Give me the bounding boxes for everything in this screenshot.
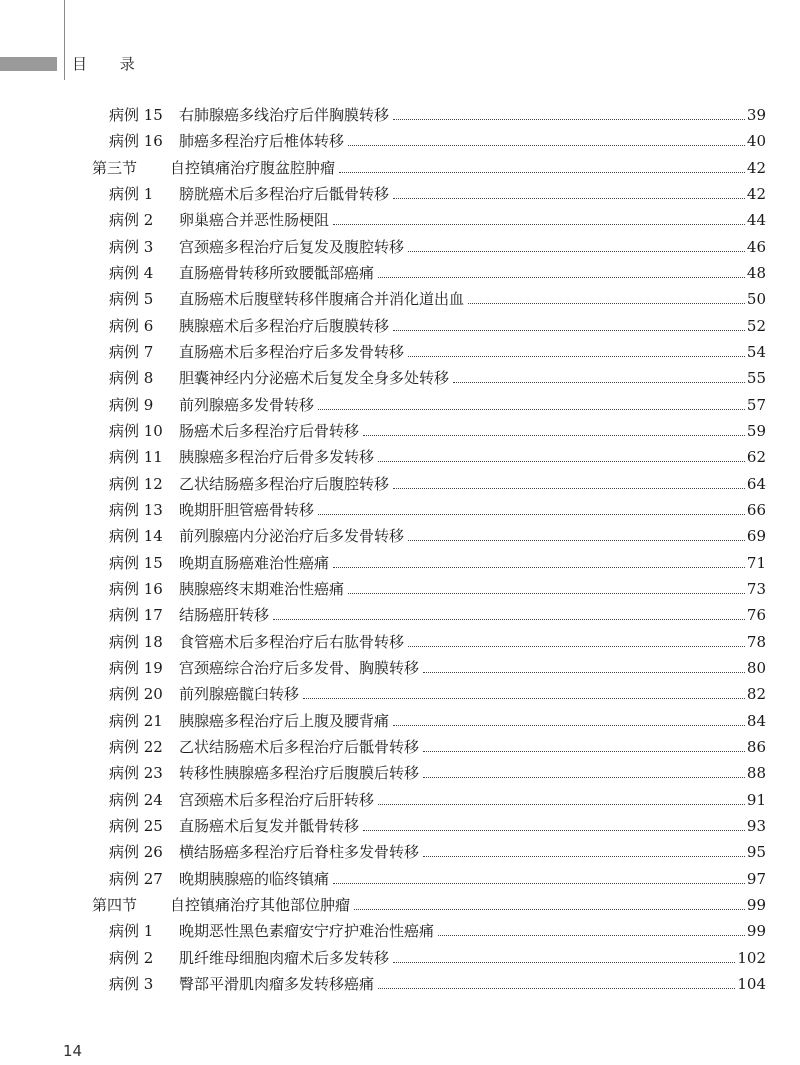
toc-entry-title: 晚期直肠癌难治性癌痛	[179, 553, 330, 572]
toc-entry-title: 肌纤维母细胞肉瘤术后多发转移	[179, 948, 390, 967]
toc-entry-page: 86	[746, 737, 766, 756]
toc-entry-title: 乙状结肠癌多程治疗后腹腔转移	[179, 474, 390, 493]
toc-dot-leader	[348, 145, 745, 146]
toc-dot-leader	[393, 488, 745, 489]
toc-dot-leader	[393, 725, 745, 726]
toc-entry-title: 前列腺癌内分泌治疗后多发骨转移	[179, 527, 405, 546]
toc-entry-page: 64	[746, 474, 766, 493]
toc-entry-title: 结肠癌肝转移	[179, 606, 270, 625]
toc-entry-page: 42	[746, 158, 766, 177]
toc-dot-leader	[378, 804, 745, 805]
toc-entry-number: 病例 16	[109, 132, 163, 151]
toc-entry-title: 肠癌术后多程治疗后骨转移	[179, 421, 360, 440]
toc-entry-page: 62	[746, 448, 766, 467]
toc-section-entry[interactable]	[92, 892, 766, 918]
toc-entry-page: 82	[746, 685, 766, 704]
toc-entry-number: 病例 5	[109, 290, 154, 309]
toc-entry-title: 晚期肝胆管癌骨转移	[179, 500, 315, 519]
toc-dot-leader	[318, 409, 745, 410]
toc-dot-leader	[333, 567, 745, 568]
toc-entry-title: 卵巢癌合并恶性肠梗阻	[179, 211, 330, 230]
toc-entry-page: 46	[746, 237, 766, 256]
toc-case-entry[interactable]	[92, 708, 766, 734]
toc-case-entry[interactable]	[92, 444, 766, 470]
header-vertical-rule	[64, 0, 65, 80]
toc-entry-number: 第四节	[92, 895, 138, 914]
toc-case-entry[interactable]	[92, 550, 766, 576]
toc-dot-leader	[393, 198, 745, 199]
toc-entry-title: 转移性胰腺癌多程治疗后腹膜后转移	[179, 764, 420, 783]
toc-entry-title: 直肠癌术后腹壁转移伴腹痛合并消化道出血	[179, 290, 465, 309]
toc-dot-leader	[273, 619, 745, 620]
toc-dot-leader	[393, 119, 745, 120]
toc-entry-number: 病例 14	[109, 527, 163, 546]
toc-case-entry[interactable]	[92, 523, 766, 549]
toc-entry-title: 前列腺癌多发骨转移	[179, 395, 315, 414]
toc-case-entry[interactable]	[92, 471, 766, 497]
toc-entry-number: 病例 27	[109, 869, 163, 888]
toc-entry-title: 胰腺癌多程治疗后骨多发转移	[179, 448, 375, 467]
toc-entry-number: 病例 15	[109, 106, 163, 124]
toc-dot-leader	[378, 277, 745, 278]
toc-dot-leader	[423, 672, 745, 673]
toc-entry-number: 病例 7	[109, 342, 154, 361]
toc-entry-page: 66	[746, 500, 766, 519]
toc-case-entry[interactable]	[92, 734, 766, 760]
toc-entry-title: 自控镇痛治疗腹盆腔肿瘤	[170, 158, 336, 177]
toc-entry-number: 病例 9	[109, 395, 154, 414]
toc-entry-title: 臀部平滑肌肉瘤多发转移癌痛	[179, 974, 375, 993]
toc-dot-leader	[363, 830, 745, 831]
toc-entry-page: 48	[746, 263, 766, 282]
toc-entry-number: 病例 22	[109, 737, 163, 756]
toc-entry-number: 病例 3	[109, 974, 154, 993]
toc-case-entry[interactable]	[92, 234, 766, 260]
toc-entry-title: 自控镇痛治疗其他部位肿瘤	[170, 895, 351, 914]
toc-entry-page: 80	[746, 658, 766, 677]
toc-case-entry[interactable]	[92, 839, 766, 865]
toc-case-entry[interactable]	[92, 260, 766, 286]
toc-dot-leader	[423, 751, 745, 752]
toc-case-entry[interactable]	[92, 286, 766, 312]
toc-entry-title: 胰腺癌术后多程治疗后腹膜转移	[179, 316, 390, 335]
toc-entry-title: 乙状结肠癌术后多程治疗后骶骨转移	[179, 737, 420, 756]
toc-entry-title: 直肠癌术后复发并骶骨转移	[179, 816, 360, 835]
toc-entry-number: 病例 25	[109, 816, 163, 835]
toc-entry-page: 102	[737, 948, 766, 967]
toc-dot-leader	[303, 698, 745, 699]
toc-case-entry[interactable]	[92, 760, 766, 786]
toc-entry-number: 病例 4	[109, 263, 154, 282]
page-header-title: 目 录	[72, 55, 149, 73]
toc-entry-page: 84	[746, 711, 766, 730]
toc-entry-number: 病例 2	[109, 211, 154, 230]
toc-entry-page: 73	[746, 579, 766, 598]
toc-entry-page: 42	[746, 184, 766, 203]
toc-dot-leader	[354, 909, 745, 910]
toc-case-entry[interactable]	[92, 681, 766, 707]
toc-case-entry[interactable]	[92, 102, 766, 128]
toc-entry-number: 病例 10	[109, 421, 163, 440]
toc-case-entry[interactable]	[92, 918, 766, 944]
toc-entry-title: 直肠癌骨转移所致腰骶部癌痛	[179, 263, 375, 282]
toc-entry-number: 病例 8	[109, 369, 154, 388]
toc-entry-number: 病例 19	[109, 658, 163, 677]
toc-entry-title: 横结肠癌多程治疗后脊柱多发骨转移	[179, 843, 420, 862]
toc-entry-title: 肺癌多程治疗后椎体转移	[179, 132, 345, 151]
toc-entry-page: 59	[746, 421, 766, 440]
toc-dot-leader	[468, 303, 745, 304]
toc-entry-page: 97	[746, 869, 766, 888]
toc-entry-number: 病例 12	[109, 474, 163, 493]
toc-dot-leader	[318, 514, 745, 515]
page-number: 14	[63, 1042, 83, 1060]
toc-entry-page: 39	[746, 106, 766, 124]
toc-case-entry[interactable]	[92, 971, 766, 997]
toc-entry-number: 病例 17	[109, 606, 163, 625]
toc-dot-leader	[423, 777, 745, 778]
toc-case-entry[interactable]	[92, 392, 766, 418]
toc-entry-page: 99	[746, 922, 766, 941]
toc-entry-page: 52	[746, 316, 766, 335]
toc-entry-page: 50	[746, 290, 766, 309]
toc-case-entry[interactable]	[92, 813, 766, 839]
toc-case-entry[interactable]	[92, 339, 766, 365]
toc-entry-number: 病例 3	[109, 237, 154, 256]
toc-entry-title: 宫颈癌多程治疗后复发及腹腔转移	[179, 237, 405, 256]
toc-entry-page: 57	[746, 395, 766, 414]
toc-entry-page: 69	[746, 527, 766, 546]
toc-dot-leader	[348, 593, 745, 594]
toc-entry-page: 44	[746, 211, 766, 230]
toc-entry-page: 99	[746, 895, 766, 914]
table-of-contents	[92, 102, 766, 997]
toc-dot-leader	[438, 935, 745, 936]
toc-case-entry[interactable]	[92, 945, 766, 971]
toc-entry-number: 病例 20	[109, 685, 163, 704]
toc-dot-leader	[339, 172, 745, 173]
toc-entry-number: 病例 6	[109, 316, 154, 335]
toc-case-entry[interactable]	[92, 365, 766, 391]
toc-entry-title: 胰腺癌多程治疗后上腹及腰背痛	[179, 711, 390, 730]
toc-entry-number: 病例 18	[109, 632, 163, 651]
toc-case-entry[interactable]	[92, 655, 766, 681]
toc-entry-page: 40	[746, 132, 766, 151]
toc-entry-title: 晚期胰腺癌的临终镇痛	[179, 869, 330, 888]
toc-entry-page: 78	[746, 632, 766, 651]
toc-entry-number: 第三节	[92, 158, 138, 177]
toc-dot-leader	[378, 988, 735, 989]
toc-case-entry[interactable]	[92, 418, 766, 444]
toc-case-entry[interactable]	[92, 787, 766, 813]
toc-entry-title: 宫颈癌术后多程治疗后肝转移	[179, 790, 375, 809]
toc-entry-page: 104	[737, 974, 766, 993]
toc-entry-number: 病例 13	[109, 500, 163, 519]
toc-case-entry[interactable]	[92, 128, 766, 154]
toc-dot-leader	[408, 540, 745, 541]
toc-entry-title: 直肠癌术后多程治疗后多发骨转移	[179, 342, 405, 361]
toc-entry-page: 76	[746, 606, 766, 625]
toc-dot-leader	[453, 382, 745, 383]
toc-section-entry[interactable]	[92, 155, 766, 181]
toc-entry-number: 病例 23	[109, 764, 163, 783]
toc-entry-number: 病例 11	[109, 448, 163, 467]
toc-dot-leader	[333, 224, 745, 225]
header-accent-bar	[0, 57, 57, 71]
toc-entry-page: 91	[746, 790, 766, 809]
toc-entry-page: 55	[746, 369, 766, 388]
toc-case-entry[interactable]	[92, 602, 766, 628]
toc-entry-title: 食管癌术后多程治疗后右肱骨转移	[179, 632, 405, 651]
toc-entry-title: 右肺腺癌多线治疗后伴胸膜转移	[179, 106, 390, 124]
toc-entry-number: 病例 16	[109, 579, 163, 598]
toc-entry-title: 胆囊神经内分泌癌术后复发全身多处转移	[179, 369, 450, 388]
toc-entry-number: 病例 1	[109, 922, 154, 941]
toc-case-entry[interactable]	[92, 629, 766, 655]
toc-entry-number: 病例 21	[109, 711, 163, 730]
toc-dot-leader	[333, 883, 745, 884]
toc-entry-page: 71	[746, 553, 766, 572]
toc-dot-leader	[363, 435, 745, 436]
toc-dot-leader	[408, 356, 745, 357]
toc-dot-leader	[423, 856, 745, 857]
toc-entry-number: 病例 15	[109, 553, 163, 572]
toc-entry-page: 88	[746, 764, 766, 783]
toc-entry-number: 病例 2	[109, 948, 154, 967]
toc-dot-leader	[393, 962, 735, 963]
toc-entry-page: 54	[746, 342, 766, 361]
toc-entry-title: 前列腺癌髋臼转移	[179, 685, 300, 704]
toc-entry-number: 病例 26	[109, 843, 163, 862]
toc-dot-leader	[408, 251, 745, 252]
toc-dot-leader	[378, 461, 745, 462]
toc-entry-number: 病例 1	[109, 184, 154, 203]
toc-entry-title: 膀胱癌术后多程治疗后骶骨转移	[179, 184, 390, 203]
toc-entry-title: 晚期恶性黑色素瘤安宁疗护难治性癌痛	[179, 922, 435, 941]
toc-dot-leader	[393, 330, 745, 331]
toc-case-entry[interactable]	[92, 207, 766, 233]
toc-entry-title: 胰腺癌终末期难治性癌痛	[179, 579, 345, 598]
toc-case-entry[interactable]	[92, 576, 766, 602]
toc-case-entry[interactable]	[92, 181, 766, 207]
toc-case-entry[interactable]	[92, 497, 766, 523]
toc-entry-page: 93	[746, 816, 766, 835]
toc-entry-number: 病例 24	[109, 790, 163, 809]
toc-case-entry[interactable]	[92, 866, 766, 892]
toc-entry-page: 95	[746, 843, 766, 862]
toc-dot-leader	[408, 646, 745, 647]
toc-entry-title: 宫颈癌综合治疗后多发骨、胸膜转移	[179, 658, 420, 677]
toc-case-entry[interactable]	[92, 313, 766, 339]
